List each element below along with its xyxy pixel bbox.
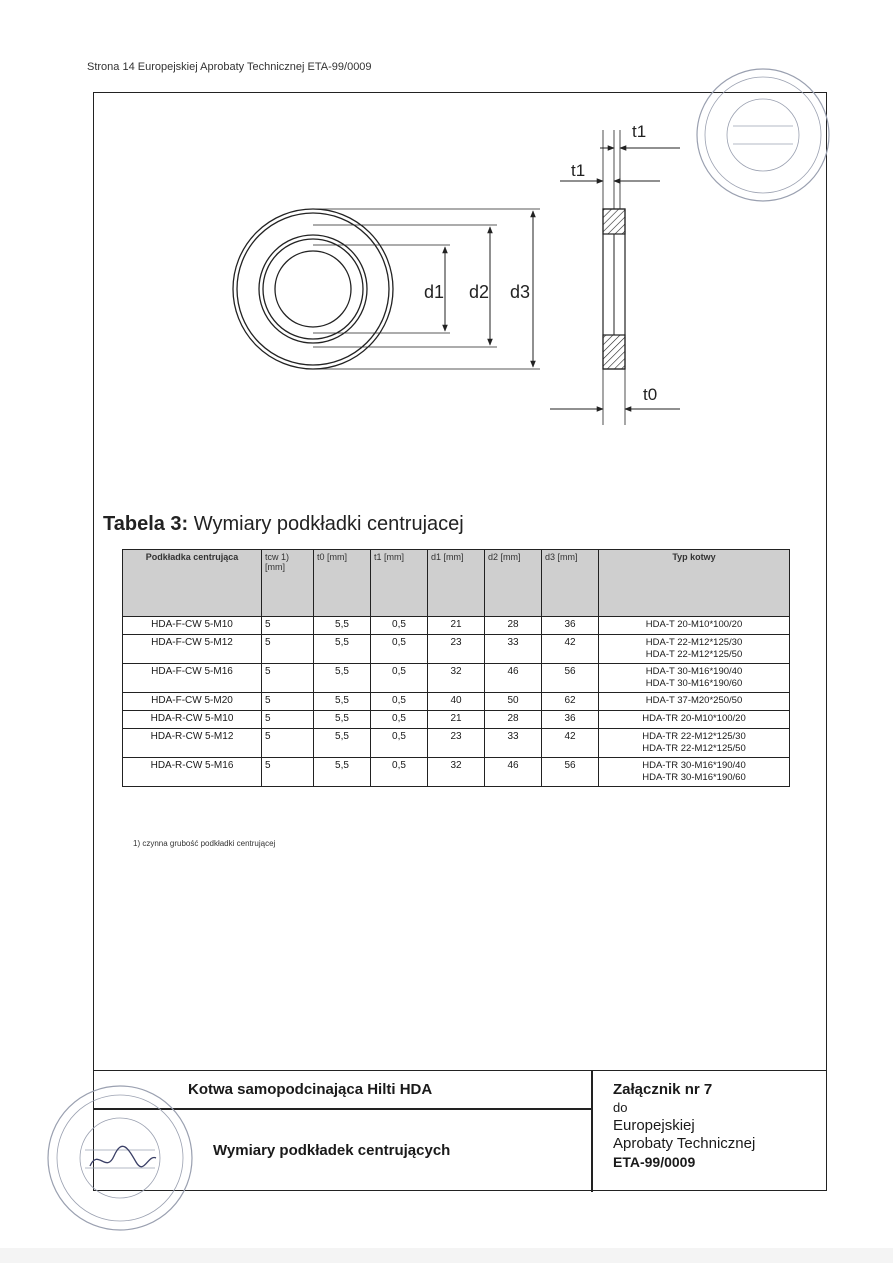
label-t1-left: t1 [571, 161, 586, 180]
cell-d2: 28 [485, 711, 542, 729]
table-row [123, 664, 790, 693]
cell-d1: 23 [428, 635, 485, 664]
header-tcw: tcw 1) [mm] [262, 550, 314, 617]
header-t0: t0 [mm] [314, 550, 371, 617]
stamp-bottom-left [40, 1078, 200, 1238]
cell-d2: 33 [485, 729, 542, 758]
cell-tcw: 5 [262, 711, 314, 729]
cell-t0: 5,5 [314, 617, 371, 635]
dimensions-table [122, 549, 790, 787]
cell-anchor-type [599, 635, 790, 664]
table-row [123, 617, 790, 635]
cell-tcw: 5 [262, 617, 314, 635]
label-d3: d3 [510, 282, 531, 302]
cell-tcw: 5 [262, 729, 314, 758]
header-t1: t1 [mm] [371, 550, 428, 617]
footer-annex-block [613, 1081, 755, 1171]
cell-t0: 5,5 [314, 635, 371, 664]
cell-d1: 32 [428, 758, 485, 787]
cell-anchor-type [599, 693, 790, 711]
cell-t0: 5,5 [314, 711, 371, 729]
cell-t0: 5,5 [314, 729, 371, 758]
annex-aprobaty: Aprobaty Technicznej [613, 1135, 756, 1152]
footnote: 1) czynna grubość podkładki centrującej [133, 839, 276, 848]
cell-t0: 5,5 [314, 758, 371, 787]
footer-subtitle: Wymiary podkładek centrujących [213, 1142, 451, 1159]
annex-europejskiej: Europejskiej [613, 1117, 695, 1134]
header-washer: Podkładka centrująca [123, 550, 262, 617]
header-d2: d2 [mm] [485, 550, 542, 617]
anchor-type-line: HDA-TR 30-M16*190/40 [642, 760, 746, 771]
table-row [123, 635, 790, 664]
cell-d3: 62 [542, 693, 599, 711]
label-t1-top: t1 [632, 122, 647, 141]
anchor-type-line: HDA-TR 22-M12*125/30 [642, 731, 746, 742]
table-row [123, 711, 790, 729]
anchor-type-line: HDA-T 22-M12*125/30 [645, 637, 743, 648]
cell-washer-name: HDA-F-CW 5-M10 [123, 617, 262, 635]
page-bottom-strip [0, 1248, 893, 1263]
anchor-type-line: HDA-T 30-M16*190/40 [645, 666, 743, 677]
cell-d1: 40 [428, 693, 485, 711]
label-d2: d2 [469, 282, 490, 302]
table-row [123, 729, 790, 758]
cell-t1: 0,5 [371, 617, 428, 635]
cell-tcw: 5 [262, 635, 314, 664]
cell-d3: 56 [542, 664, 599, 693]
cell-washer-name: HDA-R-CW 5-M16 [123, 758, 262, 787]
cell-anchor-type [599, 664, 790, 693]
cell-washer-name: HDA-R-CW 5-M12 [123, 729, 262, 758]
cell-d2: 46 [485, 664, 542, 693]
table-header-row [123, 550, 790, 617]
table-title-text: Wymiary podkładki centrujacej [188, 513, 464, 535]
cell-d3: 42 [542, 729, 599, 758]
cell-tcw: 5 [262, 664, 314, 693]
cell-d3: 36 [542, 617, 599, 635]
table-title [103, 513, 464, 536]
cell-tcw: 5 [262, 758, 314, 787]
anchor-type-line: HDA-T 20-M10*100/20 [645, 619, 743, 630]
anchor-type-line: HDA-T 22-M12*125/50 [645, 649, 743, 660]
anchor-type-line: HDA-T 37-M20*250/50 [645, 695, 743, 706]
stamp-top-right [688, 60, 838, 210]
cell-tcw: 5 [262, 693, 314, 711]
annex-eta: ETA-99/0009 [613, 1154, 696, 1170]
cell-t1: 0,5 [371, 729, 428, 758]
cell-d2: 28 [485, 617, 542, 635]
table-title-label: Tabela 3: [103, 513, 189, 535]
page-header: Strona 14 Europejskiej Aprobaty Technicznej ETA-99/0009 [87, 61, 372, 73]
anchor-type-line: HDA-TR 22-M12*125/50 [642, 743, 746, 754]
table-row [123, 758, 790, 787]
cell-d1: 21 [428, 617, 485, 635]
cell-t1: 0,5 [371, 711, 428, 729]
cell-d3: 56 [542, 758, 599, 787]
label-d1: d1 [424, 282, 445, 302]
cell-washer-name: HDA-R-CW 5-M10 [123, 711, 262, 729]
anchor-type-line: HDA-TR 20-M10*100/20 [642, 713, 746, 724]
table-row [123, 693, 790, 711]
cell-anchor-type [599, 758, 790, 787]
footer-divider-vertical [591, 1071, 593, 1192]
cell-d1: 21 [428, 711, 485, 729]
cell-t1: 0,5 [371, 758, 428, 787]
cell-d2: 33 [485, 635, 542, 664]
cell-d3: 42 [542, 635, 599, 664]
cell-anchor-type [599, 729, 790, 758]
cell-d1: 23 [428, 729, 485, 758]
cell-washer-name: HDA-F-CW 5-M16 [123, 664, 262, 693]
cell-d3: 36 [542, 711, 599, 729]
annex-number: Załącznik nr 7 [613, 1081, 713, 1098]
cell-d2: 46 [485, 758, 542, 787]
cell-d2: 50 [485, 693, 542, 711]
cell-t1: 0,5 [371, 635, 428, 664]
washer-front-view [233, 209, 393, 369]
cell-washer-name: HDA-F-CW 5-M20 [123, 693, 262, 711]
cell-t1: 0,5 [371, 664, 428, 693]
footer-title: Kotwa samopodcinająca Hilti HDA [188, 1081, 433, 1098]
cell-anchor-type [599, 617, 790, 635]
cell-d1: 32 [428, 664, 485, 693]
header-anchor-type: Typ kotwy [599, 550, 790, 617]
cell-anchor-type [599, 711, 790, 729]
anchor-type-line: HDA-TR 30-M16*190/60 [642, 772, 746, 783]
header-d3: d3 [mm] [542, 550, 599, 617]
footer-box [93, 1070, 827, 1192]
header-d1: d1 [mm] [428, 550, 485, 617]
label-t0: t0 [643, 385, 658, 404]
cell-washer-name: HDA-F-CW 5-M12 [123, 635, 262, 664]
washer-section-view [603, 130, 625, 425]
cell-t1: 0,5 [371, 693, 428, 711]
cell-t0: 5,5 [314, 664, 371, 693]
cell-t0: 5,5 [314, 693, 371, 711]
anchor-type-line: HDA-T 30-M16*190/60 [645, 678, 743, 689]
annex-do: do [613, 1100, 628, 1115]
signature [90, 1146, 156, 1166]
